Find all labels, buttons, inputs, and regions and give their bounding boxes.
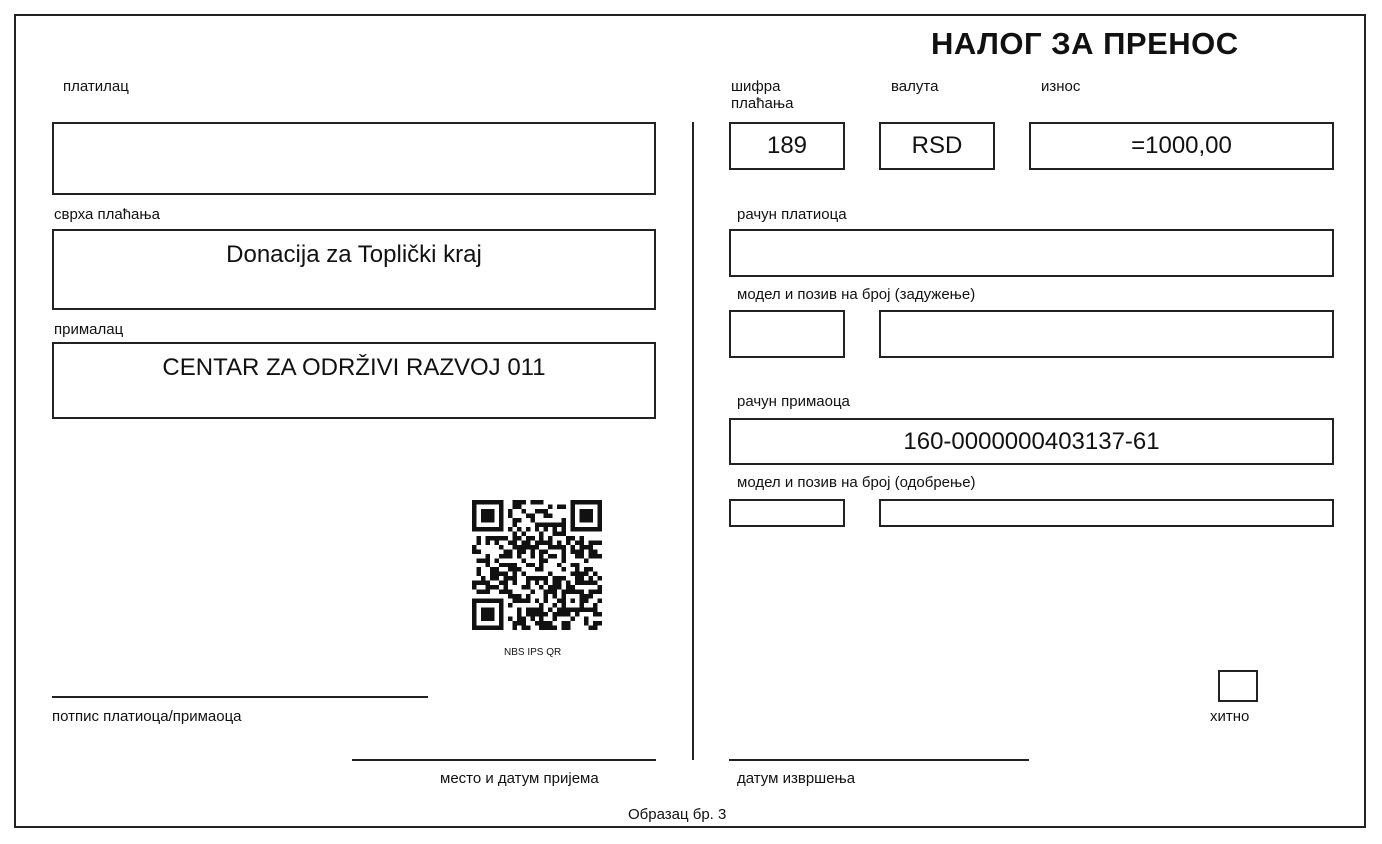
receipt-label: место и датум пријема <box>440 770 599 787</box>
amount-field[interactable]: =1000,00 <box>1029 122 1334 170</box>
debit-model-label: модел и позив на број (задужење) <box>737 286 976 303</box>
recipient-account-field[interactable]: 160-0000000403137-61 <box>729 418 1334 465</box>
execution-date-line <box>729 759 1029 761</box>
credit-model-field[interactable] <box>729 499 845 527</box>
currency-field[interactable]: RSD <box>879 122 995 170</box>
column-divider <box>692 122 694 760</box>
urgent-label: хитно <box>1210 708 1250 725</box>
form-number: Образац бр. 3 <box>628 806 727 823</box>
debit-reference-field[interactable] <box>879 310 1334 358</box>
amount-label: износ <box>1041 78 1081 95</box>
recipient-account-label: рачун примаоца <box>737 393 850 410</box>
receipt-line <box>352 759 656 761</box>
payer-account-field[interactable] <box>729 229 1334 277</box>
credit-reference-field[interactable] <box>879 499 1334 527</box>
signature-label: потпис платиоца/примаоца <box>52 708 242 725</box>
payment-code-field[interactable]: 189 <box>729 122 845 170</box>
payer-label: платилац <box>63 78 129 95</box>
urgent-checkbox[interactable] <box>1218 670 1258 702</box>
credit-model-label: модел и позив на број (одобрење) <box>737 474 976 491</box>
payment-code-label-line1: шифра <box>731 78 781 95</box>
qr-caption: NBS IPS QR <box>504 647 562 658</box>
purpose-label: сврха плаћања <box>54 206 160 223</box>
purpose-field[interactable]: Donacija za Toplički kraj <box>52 229 656 310</box>
currency-label: валута <box>891 78 939 95</box>
qr-code-icon <box>472 500 602 630</box>
payment-code-label-line2: плаћања <box>731 95 794 112</box>
debit-model-field[interactable] <box>729 310 845 358</box>
execution-date-label: датум извршења <box>737 770 856 787</box>
recipient-label: прималац <box>54 321 124 338</box>
payer-account-label: рачун платиоца <box>737 206 847 223</box>
payer-field[interactable] <box>52 122 656 195</box>
signature-line <box>52 696 428 698</box>
recipient-field[interactable]: CENTAR ZA ODRŽIVI RAZVOJ 011 <box>52 342 656 419</box>
form-title: НАЛОГ ЗА ПРЕНОС <box>931 26 1239 61</box>
